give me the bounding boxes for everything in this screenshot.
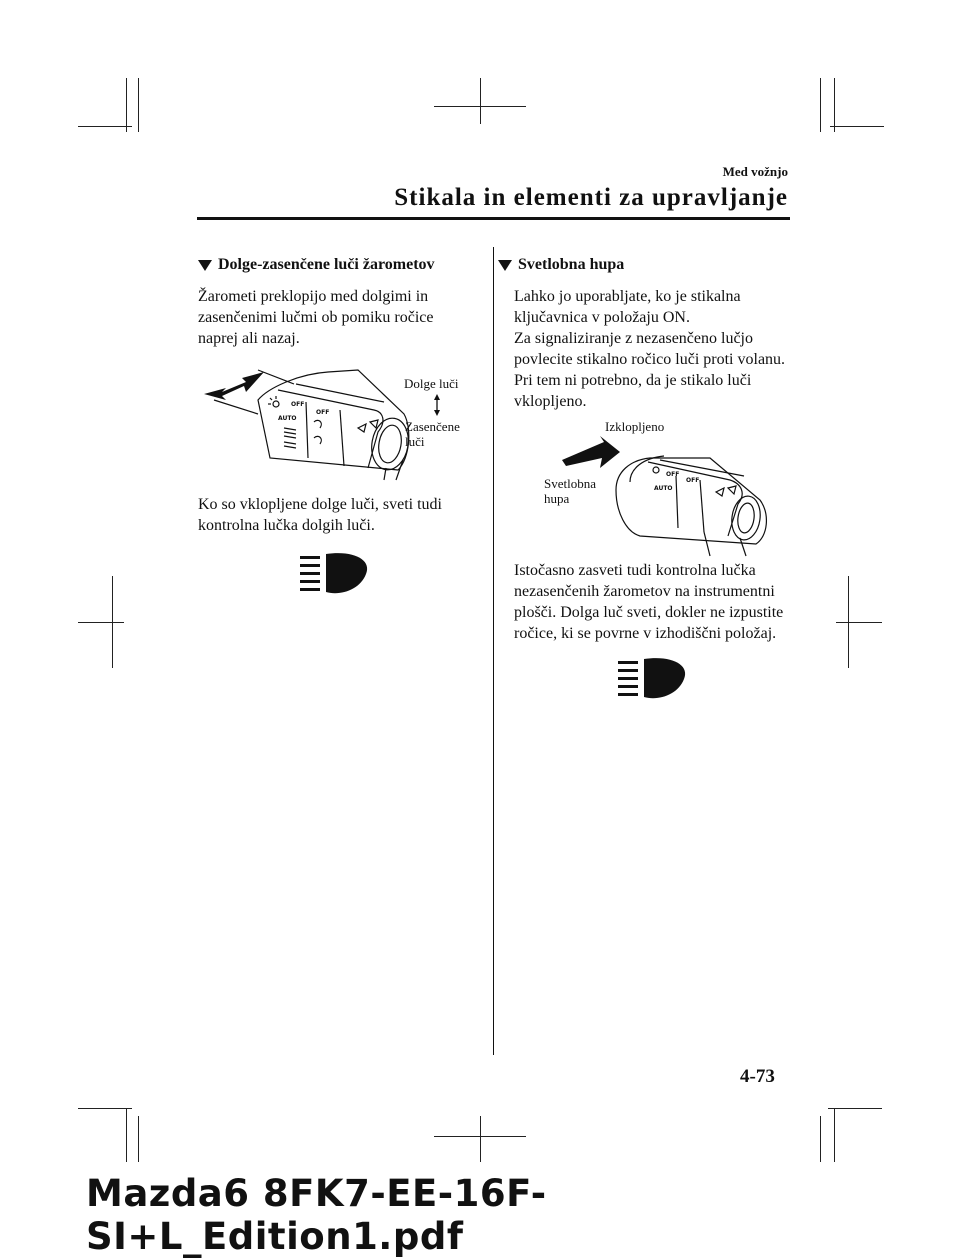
- right-paragraph-1: Lahko jo uporabljate, ko je stikalna ključavnica v položaju ON. Za signaliziranje z nezasenčeno lučjo povlecite stikalno ročico luči proti volanu. Pri tem ni potrebno, da je stikalo luči vklopljeno.: [514, 288, 786, 410]
- header-section-label: Med vožnjo: [722, 164, 788, 179]
- label-off: Izklopljeno: [605, 419, 665, 434]
- switch-label-off-2: OFF: [686, 477, 700, 484]
- high-beam-indicator-icon: [614, 655, 690, 701]
- label-high-beam: Dolge luči: [404, 376, 459, 391]
- label-low-beam-1: Zasenčene: [405, 419, 460, 434]
- right-section-heading: [498, 256, 624, 274]
- right-heading-text: Svetlobna hupa: [518, 256, 625, 273]
- switch-label-off-1: OFF: [666, 471, 680, 478]
- switch-label-off-1: OFF: [291, 401, 305, 408]
- header-rule: [197, 217, 790, 220]
- label-flash-2: hupa: [544, 491, 570, 506]
- left-heading-text: Dolge-zasenčene luči žarometov: [218, 256, 435, 273]
- switch-label-auto: AUTO: [654, 485, 673, 492]
- triangle-bullet-icon: [498, 260, 512, 271]
- page-title: Stikala in elementi za upravljanje: [394, 184, 788, 211]
- high-beam-indicator-icon: [296, 550, 372, 596]
- left-paragraph-1: Žarometi preklopijo med dolgimi in zasenčenimi lučmi ob pomiku ročice naprej ali nazaj.: [198, 288, 434, 347]
- footer-filename: Mazda6 8FK7-EE-16F-SI+L_Edition1.pdf: [86, 1172, 547, 1258]
- switch-label-auto: AUTO: [278, 415, 297, 422]
- label-low-beam-2: luči: [405, 434, 425, 449]
- left-paragraph-2: Ko so vklopljene dolge luči, sveti tudi kontrolna lučka dolgih luči.: [198, 496, 442, 534]
- triangle-bullet-icon: [198, 260, 212, 271]
- flash-to-pass-lever-figure: [560, 432, 775, 557]
- label-flash-1: Svetlobna: [544, 476, 596, 491]
- switch-label-off-2: OFF: [316, 409, 330, 416]
- pull-arrow-icon: [562, 436, 620, 468]
- left-section-heading: [198, 256, 435, 274]
- column-divider: [493, 247, 494, 1055]
- double-arrow-icon: [204, 372, 264, 400]
- page-number: 4-73: [740, 1066, 775, 1087]
- right-paragraph-2: Istočasno zasveti tudi kontrolna lučka nezasenčenih žarometov na instrumentni plošči. Dolga luč sveti, dokler ne izpustite ročice, ki se povrne v izhodiščni položaj.: [514, 562, 784, 642]
